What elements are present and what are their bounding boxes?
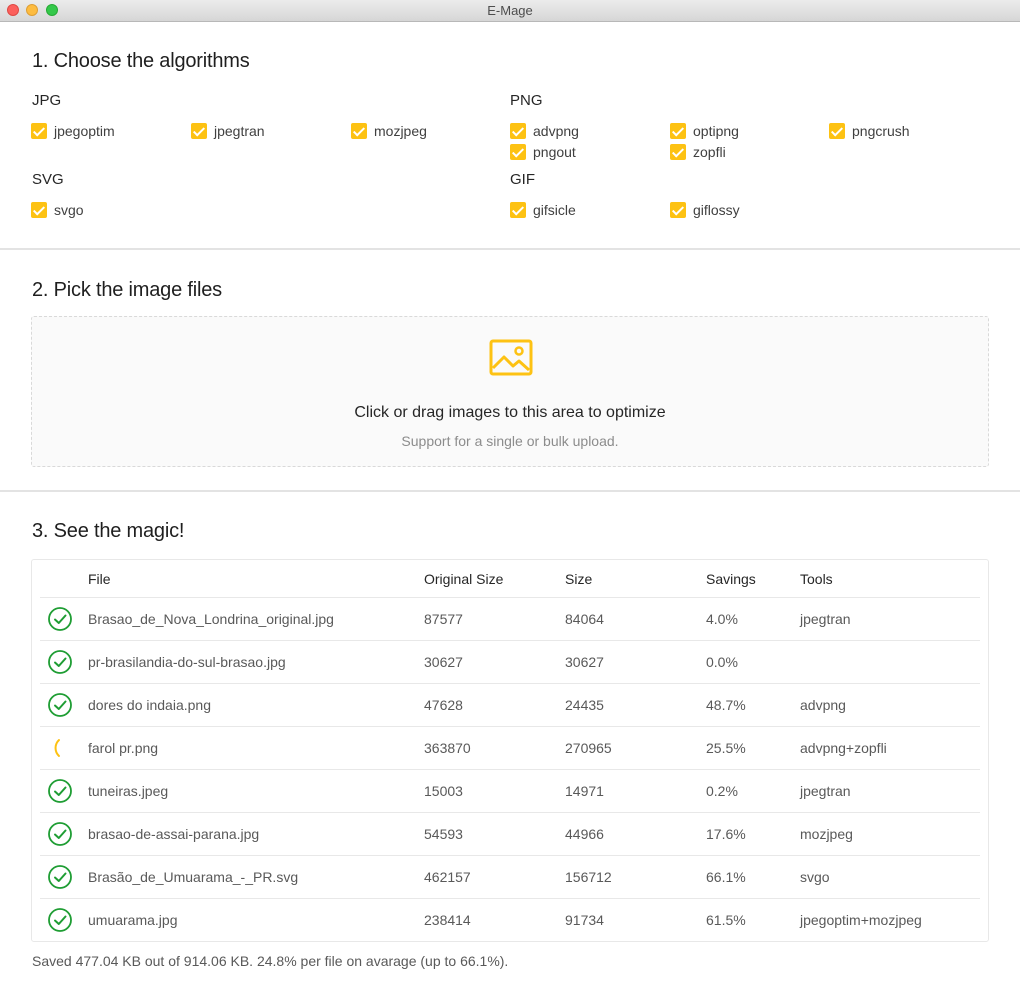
algo-checkbox-gifsicle[interactable] xyxy=(510,201,576,219)
optimized-size: 156712 xyxy=(565,869,612,885)
check-circle-icon xyxy=(47,821,73,847)
check-circle-icon xyxy=(47,606,73,632)
tools: jpegoptim+mozjpeg xyxy=(800,912,922,928)
algo-label: zopfli xyxy=(693,144,726,160)
optimized-size: 91734 xyxy=(565,912,604,928)
image-icon xyxy=(489,338,533,378)
column-header-size[interactable]: Size xyxy=(565,571,593,587)
table-row[interactable] xyxy=(40,641,980,684)
algo-checkbox-svgo[interactable] xyxy=(31,201,84,219)
savings: 61.5% xyxy=(706,912,746,928)
algo-checkbox-pngcrush[interactable] xyxy=(829,122,910,140)
algo-label: mozjpeg xyxy=(374,123,427,139)
savings: 66.1% xyxy=(706,869,746,885)
tools: mozjpeg xyxy=(800,826,853,842)
group-title-png: PNG xyxy=(510,92,543,109)
algo-label: pngcrush xyxy=(852,123,910,139)
section-divider xyxy=(0,490,1020,492)
tools: advpng xyxy=(800,697,846,713)
column-header-file[interactable]: File xyxy=(88,571,111,587)
checkbox-checked-icon[interactable] xyxy=(510,202,526,218)
section-title-choose: 1. Choose the algorithms xyxy=(32,50,250,72)
algo-checkbox-pngout[interactable] xyxy=(510,143,576,161)
original-size: 30627 xyxy=(424,654,463,670)
checkbox-checked-icon[interactable] xyxy=(670,123,686,139)
file-name: Brasão_de_Umuarama_-_PR.svg xyxy=(88,869,299,885)
checkbox-checked-icon[interactable] xyxy=(829,123,845,139)
original-size: 15003 xyxy=(424,783,463,799)
file-name: tuneiras.jpeg xyxy=(88,783,169,799)
tools: svgo xyxy=(800,869,830,885)
check-circle-icon xyxy=(47,778,73,804)
file-name: dores do indaia.png xyxy=(88,697,211,713)
check-circle-icon xyxy=(47,907,73,933)
algo-label: advpng xyxy=(533,123,579,139)
check-circle-icon xyxy=(47,864,73,890)
checkbox-checked-icon[interactable] xyxy=(191,123,207,139)
window-title: E-Mage xyxy=(487,3,533,18)
section-title-magic: 3. See the magic! xyxy=(32,520,185,542)
algo-checkbox-jpegoptim[interactable] xyxy=(31,122,115,140)
column-header-savings[interactable]: Savings xyxy=(706,571,756,587)
optimized-size: 270965 xyxy=(565,740,612,756)
results-table xyxy=(31,559,989,942)
table-row[interactable] xyxy=(40,770,980,813)
checkbox-checked-icon[interactable] xyxy=(670,144,686,160)
checkbox-checked-icon[interactable] xyxy=(31,202,47,218)
file-name: pr-brasilandia-do-sul-brasao.jpg xyxy=(88,654,286,670)
algo-label: svgo xyxy=(54,202,84,218)
dropzone-text: Click or drag images to this area to optimize xyxy=(354,404,666,421)
algo-checkbox-advpng[interactable] xyxy=(510,122,579,140)
optimized-size: 14971 xyxy=(565,783,604,799)
table-row[interactable] xyxy=(40,899,980,942)
algo-checkbox-mozjpeg[interactable] xyxy=(351,122,427,140)
savings: 4.0% xyxy=(706,611,738,627)
title-bar xyxy=(0,0,1020,22)
optimized-size: 44966 xyxy=(565,826,604,842)
algo-label: gifsicle xyxy=(533,202,576,218)
group-title-svg: SVG xyxy=(32,171,64,188)
optimized-size: 30627 xyxy=(565,654,604,670)
algo-label: pngout xyxy=(533,144,576,160)
savings: 0.2% xyxy=(706,783,738,799)
table-row[interactable] xyxy=(40,856,980,899)
algo-label: jpegtran xyxy=(214,123,265,139)
table-row[interactable] xyxy=(40,813,980,856)
file-name: brasao-de-assai-parana.jpg xyxy=(88,826,260,842)
group-title-jpg: JPG xyxy=(32,92,62,109)
section-divider xyxy=(0,248,1020,250)
checkbox-checked-icon[interactable] xyxy=(31,123,47,139)
group-title-gif: GIF xyxy=(510,171,535,188)
tools: jpegtran xyxy=(800,783,851,799)
column-header-tools[interactable]: Tools xyxy=(800,571,833,587)
table-row[interactable] xyxy=(40,727,980,770)
algo-checkbox-zopfli[interactable] xyxy=(670,143,726,161)
original-size: 54593 xyxy=(424,826,463,842)
checkbox-checked-icon[interactable] xyxy=(351,123,367,139)
algo-checkbox-jpegtran[interactable] xyxy=(191,122,265,140)
file-name: farol pr.png xyxy=(88,740,159,756)
optimized-size: 84064 xyxy=(565,611,604,627)
file-name: Brasao_de_Nova_Londrina_original.jpg xyxy=(88,611,334,627)
column-header-original-size[interactable]: Original Size xyxy=(424,571,504,587)
check-circle-icon xyxy=(47,692,73,718)
savings: 17.6% xyxy=(706,826,746,842)
savings: 48.7% xyxy=(706,697,746,713)
tools: jpegtran xyxy=(800,611,851,627)
original-size: 462157 xyxy=(424,869,471,885)
file-name: umuarama.jpg xyxy=(88,912,178,928)
section-title-pick: 2. Pick the image files xyxy=(32,279,222,301)
table-header xyxy=(40,560,980,598)
table-row[interactable] xyxy=(40,598,980,641)
loading-spinner-icon xyxy=(47,735,73,761)
checkbox-checked-icon[interactable] xyxy=(510,144,526,160)
savings-summary: Saved 477.04 KB out of 914.06 KB. 24.8% per file on avarage (up to 66.1%). xyxy=(32,953,509,969)
original-size: 87577 xyxy=(424,611,463,627)
original-size: 238414 xyxy=(424,912,471,928)
algo-checkbox-giflossy[interactable] xyxy=(670,201,740,219)
savings: 0.0% xyxy=(706,654,738,670)
original-size: 47628 xyxy=(424,697,463,713)
upload-dropzone[interactable] xyxy=(31,316,989,467)
tools: advpng+zopfli xyxy=(800,740,887,756)
original-size: 363870 xyxy=(424,740,471,756)
optimized-size: 24435 xyxy=(565,697,604,713)
check-circle-icon xyxy=(47,649,73,675)
checkbox-checked-icon[interactable] xyxy=(670,202,686,218)
savings: 25.5% xyxy=(706,740,746,756)
dropzone-hint: Support for a single or bulk upload. xyxy=(401,433,619,449)
algo-label: jpegoptim xyxy=(54,123,115,139)
algo-label: optipng xyxy=(693,123,739,139)
table-row[interactable] xyxy=(40,684,980,727)
checkbox-checked-icon[interactable] xyxy=(510,123,526,139)
algo-checkbox-optipng[interactable] xyxy=(670,122,739,140)
algo-label: giflossy xyxy=(693,202,740,218)
